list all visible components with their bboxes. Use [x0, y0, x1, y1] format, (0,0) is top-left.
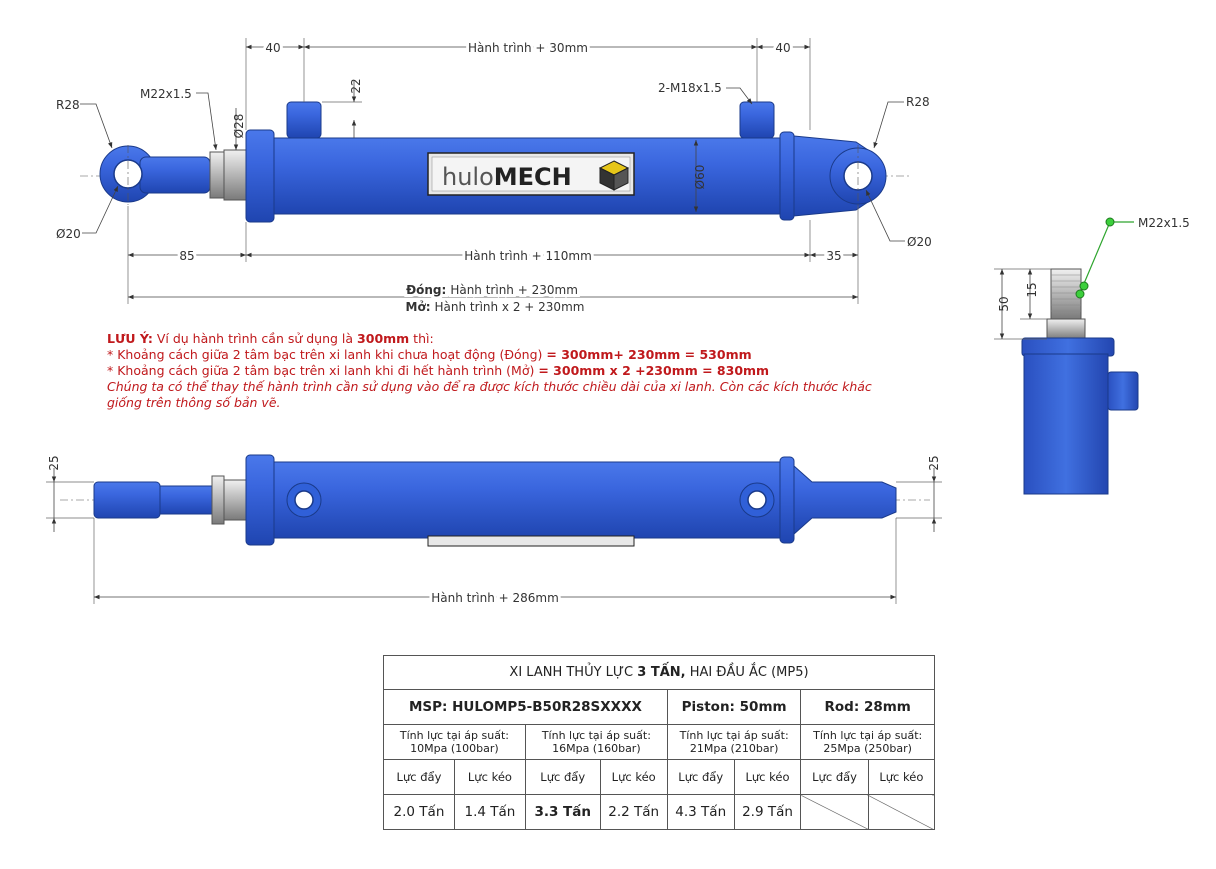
cube-logo-icon	[600, 161, 628, 190]
push-label: Lực đẩy	[801, 760, 868, 795]
brand-logo-text	[442, 163, 572, 191]
side-dim-25-right: 25	[927, 455, 941, 471]
side-dim-total: Hành trình + 286mm	[431, 591, 559, 605]
dim-stroke-mid: Hành trình + 110mm	[464, 249, 592, 263]
spec-msp: MSP: HULOMP5-B50R28SXXXX	[384, 690, 668, 725]
push-value-21mpa: 4.3 Tấn	[667, 795, 734, 830]
end-thread-label: M22x1.5	[1138, 216, 1190, 230]
spec-table	[383, 655, 935, 830]
push-value-25mpa-empty	[801, 795, 868, 830]
dim-35: 35	[826, 249, 842, 263]
port-right	[740, 102, 774, 138]
note-line2-text: * Khoảng cách giữa 2 tâm bạc trên xi lanh khi đi hết hành trình (Mở)	[107, 363, 539, 378]
pull-value-16mpa: 2.2 Tấn	[600, 795, 667, 830]
open-label: Mở:	[405, 300, 431, 314]
dim-85: 85	[179, 249, 195, 263]
note-line-3: Chúng ta có thể thay thế hành trình cần sử dụng vào để ra được kích thước chiều dài của xi lanh. Còn các kích thước khác giống trên thông số bản vẽ.	[107, 379, 872, 410]
end-dim-50: 50	[997, 296, 1011, 312]
pull-value-21mpa: 2.9 Tấn	[734, 795, 801, 830]
pull-value-10mpa: 1.4 Tấn	[454, 795, 525, 830]
note-line1-text: * Khoảng cách giữa 2 tâm bạc trên xi lanh khi chưa hoạt động (Đóng)	[107, 347, 547, 362]
pull-label: Lực kéo	[600, 760, 667, 795]
spec-piston: Piston: 50mm	[667, 690, 801, 725]
note-intro: Ví dụ hành trình cần sử dụng là	[152, 331, 358, 346]
svg-text:40	[265, 41, 280, 55]
side-left-eye	[94, 482, 160, 518]
condition-16mpa: Tính lực tại áp suất: 16Mpa (160bar)	[525, 725, 667, 760]
note-line-2	[107, 363, 887, 379]
port-left	[287, 102, 321, 138]
pull-label: Lực kéo	[734, 760, 801, 795]
brand-prefix: hulo	[442, 163, 494, 191]
bore-diameter-label: Ø60	[693, 164, 707, 190]
left-lock-nut	[210, 152, 224, 198]
dim-left-40: 40	[265, 41, 281, 55]
condition-10mpa: Tính lực tại áp suất: 10Mpa (100bar)	[384, 725, 526, 760]
side-brand-plate-edge	[428, 536, 634, 546]
closed-length-label	[406, 283, 578, 297]
dim-right-40: 40	[775, 41, 791, 55]
pin-diameter-right-label: Ø20	[907, 235, 932, 249]
closed-value: Hành trình + 230mm	[450, 283, 578, 297]
spec-title	[384, 656, 935, 690]
note-line2-calc: = 300mm x 2 +230mm = 830mm	[538, 363, 770, 378]
brand-suffix: MECH	[493, 163, 572, 191]
push-value-10mpa: 2.0 Tấn	[384, 795, 455, 830]
left-rod-eye	[100, 145, 210, 205]
rod-diameter-label: Ø28	[232, 113, 246, 139]
side-view	[46, 455, 942, 605]
callout-dot-icon	[1080, 282, 1088, 290]
open-length-label	[406, 300, 585, 314]
end-port	[1108, 372, 1138, 410]
dim-22: 22	[349, 78, 363, 94]
push-label: Lực đẩy	[667, 760, 734, 795]
brand-plate	[428, 153, 634, 195]
thread-left-label: M22x1.5	[140, 87, 192, 101]
spec-rod: Rod: 28mm	[801, 690, 935, 725]
spec-title-bold: 3 TẤN,	[637, 665, 686, 680]
push-label: Lực đẩy	[525, 760, 600, 795]
note-label: LƯU Ý:	[107, 331, 153, 346]
note-line1-calc: = 300mm+ 230mm = 530mm	[546, 347, 752, 362]
pull-label: Lực kéo	[868, 760, 934, 795]
dim-stroke-top: Hành trình + 30mm	[468, 41, 588, 55]
side-dim-25-left: 25	[47, 455, 61, 471]
side-barrel	[274, 462, 784, 538]
radius-right-label: R28	[906, 95, 930, 109]
side-lock-nut	[212, 476, 224, 524]
pull-value-25mpa-empty	[868, 795, 934, 830]
side-right-eye	[794, 466, 896, 534]
pin-diameter-left-label: Ø20	[56, 227, 81, 241]
note-intro-value: 300mm	[357, 331, 410, 346]
end-barrel	[1024, 354, 1108, 494]
spec-title-post: HAI ĐẦU ẮC (MP5)	[685, 665, 809, 680]
note-intro-end: thì:	[409, 331, 434, 346]
condition-21mpa: Tính lực tại áp suất: 21Mpa (210bar)	[667, 725, 801, 760]
condition-25mpa: Tính lực tại áp suất: 25Mpa (250bar)	[801, 725, 935, 760]
port-thread-label: 2-M18x1.5	[658, 81, 722, 95]
end-dim-15: 15	[1025, 282, 1039, 298]
piston-rod	[224, 150, 246, 200]
spec-title-pre: XI LANH THỦY LỰC	[509, 665, 638, 680]
note-line-1	[107, 347, 887, 363]
open-value: Hành trình x 2 + 230mm	[434, 300, 585, 314]
push-value-16mpa: 3.3 Tấn	[525, 795, 600, 830]
top-view	[56, 38, 932, 314]
usage-note	[107, 331, 887, 411]
end-view	[994, 216, 1190, 494]
radius-left-label: R28	[56, 98, 80, 112]
closed-label: Đóng:	[406, 283, 447, 297]
note-intro-line	[107, 331, 887, 347]
push-label: Lực đẩy	[384, 760, 455, 795]
callout-dot-icon	[1106, 218, 1114, 226]
pull-label: Lực kéo	[454, 760, 525, 795]
callout-dot-icon	[1076, 290, 1084, 298]
